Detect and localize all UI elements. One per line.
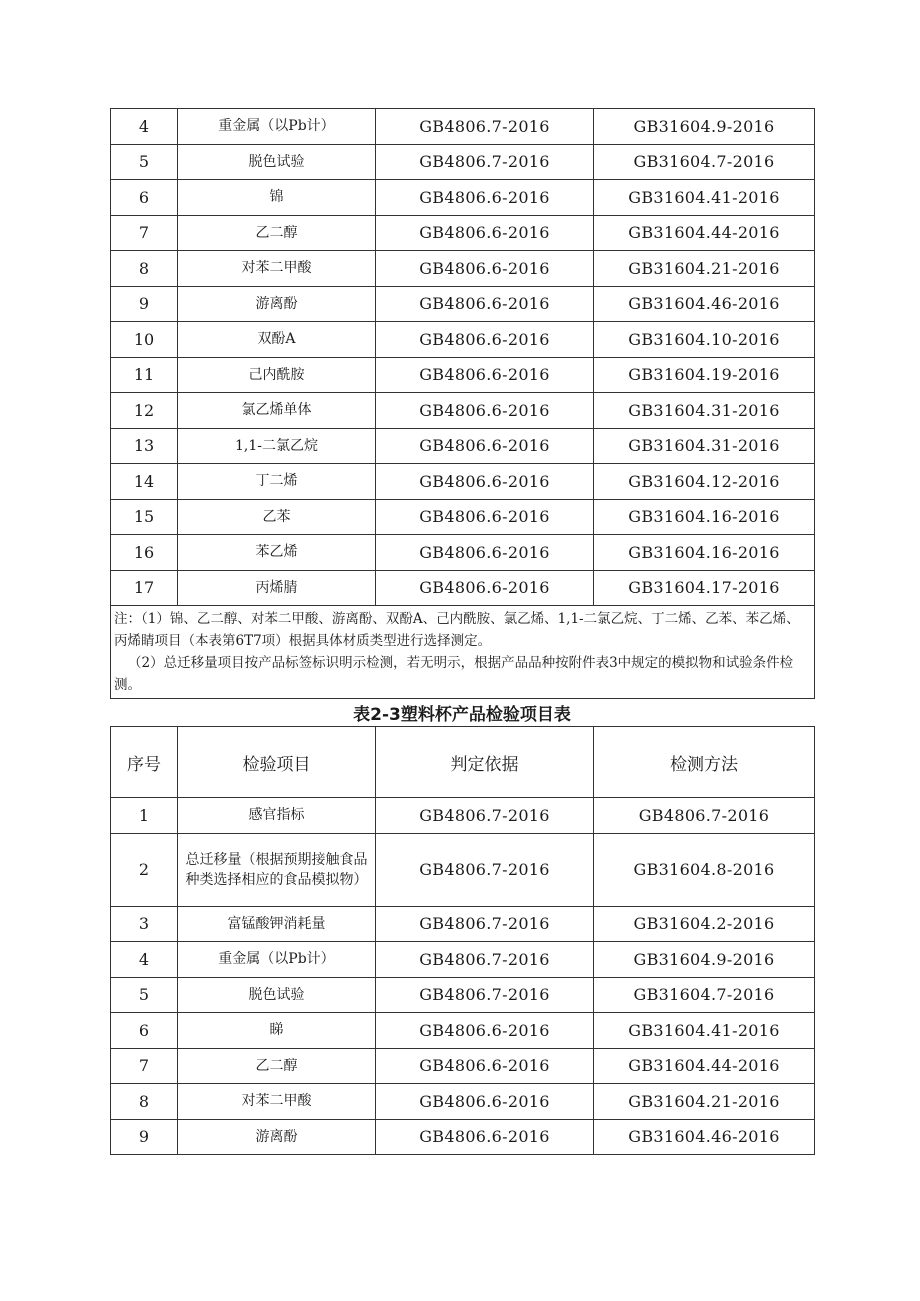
cell-no: 7 <box>111 1048 178 1084</box>
table-row <box>111 428 815 464</box>
cell-item: 乙二醇 <box>178 1048 376 1084</box>
cell-basis: GB4806.6-2016 <box>376 428 594 464</box>
cell-item: 睇 <box>178 1013 376 1049</box>
cell-no: 4 <box>111 942 178 978</box>
table-row <box>111 942 815 978</box>
cell-method: GB31604.19-2016 <box>594 357 815 393</box>
cell-basis: GB4806.6-2016 <box>376 499 594 535</box>
cell-method: GB31604.21-2016 <box>594 251 815 287</box>
cell-item: 丙烯腈 <box>178 570 376 606</box>
cell-basis: GB4806.6-2016 <box>376 322 594 358</box>
cell-no: 6 <box>111 1013 178 1049</box>
cell-method: GB31604.12-2016 <box>594 464 815 500</box>
cell-item: 对苯二甲酸 <box>178 251 376 287</box>
table-row <box>111 977 815 1013</box>
table-row <box>111 535 815 571</box>
table-row <box>111 906 815 942</box>
cell-no: 6 <box>111 180 178 216</box>
table-row <box>111 464 815 500</box>
cell-item: 苯乙烯 <box>178 535 376 571</box>
inspection-table-continued <box>110 108 815 699</box>
cell-basis: GB4806.7-2016 <box>376 906 594 942</box>
cell-method: GB31604.7-2016 <box>594 144 815 180</box>
cell-item: 感官指标 <box>178 798 376 834</box>
table-row <box>111 109 815 145</box>
header-item: 检验项目 <box>178 727 376 798</box>
cell-item: 乙二醇 <box>178 215 376 251</box>
cell-no: 5 <box>111 144 178 180</box>
cell-method: GB31604.31-2016 <box>594 393 815 429</box>
cell-item: 重金属（以Pb计） <box>178 942 376 978</box>
cell-no: 8 <box>111 251 178 287</box>
cell-no: 5 <box>111 977 178 1013</box>
table-row <box>111 1013 815 1049</box>
table-row <box>111 144 815 180</box>
table-row <box>111 1048 815 1084</box>
cell-basis: GB4806.6-2016 <box>376 215 594 251</box>
cell-item: 游离酚 <box>178 1119 376 1155</box>
cell-method: GB31604.41-2016 <box>594 180 815 216</box>
table-row <box>111 499 815 535</box>
plastic-cup-inspection-table <box>110 726 815 1155</box>
table-row <box>111 322 815 358</box>
cell-basis: GB4806.6-2016 <box>376 1084 594 1120</box>
cell-basis: GB4806.6-2016 <box>376 1119 594 1155</box>
cell-item: 总迁移量（根据预期接触食品种类选择相应的食品模拟物） <box>178 833 376 906</box>
cell-no: 16 <box>111 535 178 571</box>
header-method: 检测方法 <box>594 727 815 798</box>
table-row <box>111 798 815 834</box>
cell-method: GB31604.7-2016 <box>594 977 815 1013</box>
cell-no: 10 <box>111 322 178 358</box>
table-header-row <box>111 727 815 798</box>
cell-item: 乙苯 <box>178 499 376 535</box>
table-caption: 表2-3塑料杯产品检验项目表 <box>353 705 571 725</box>
cell-method: GB31604.44-2016 <box>594 215 815 251</box>
cell-basis: GB4806.6-2016 <box>376 357 594 393</box>
cell-basis: GB4806.6-2016 <box>376 393 594 429</box>
cell-method: GB31604.31-2016 <box>594 428 815 464</box>
cell-no: 4 <box>111 109 178 145</box>
cell-basis: GB4806.7-2016 <box>376 144 594 180</box>
cell-no: 15 <box>111 499 178 535</box>
table-row <box>111 833 815 906</box>
header-basis: 判定依据 <box>376 727 594 798</box>
cell-method: GB4806.7-2016 <box>594 798 815 834</box>
cell-item: 丁二烯 <box>178 464 376 500</box>
cell-item: 己内酰胺 <box>178 357 376 393</box>
cell-method: GB31604.8-2016 <box>594 833 815 906</box>
note-line-1: 注：（1）锦、乙二醇、对苯二甲酸、游离酚、双酚A、己内酰胺、氯乙烯、1,1-二氯乙烷、丁二烯、乙苯、苯乙烯、丙烯睛项目（本表第6T7项）根据具体材质类型进行选择测定。 <box>114 611 800 649</box>
cell-no: 8 <box>111 1084 178 1120</box>
cell-item: 氯乙烯单体 <box>178 393 376 429</box>
cell-item: 游离酚 <box>178 286 376 322</box>
table-row <box>111 357 815 393</box>
cell-basis: GB4806.7-2016 <box>376 942 594 978</box>
cell-basis: GB4806.6-2016 <box>376 1013 594 1049</box>
cell-basis: GB4806.7-2016 <box>376 977 594 1013</box>
cell-item: 重金属（以Pb计） <box>178 109 376 145</box>
cell-basis: GB4806.6-2016 <box>376 464 594 500</box>
cell-item: 脱色试验 <box>178 977 376 1013</box>
cell-no: 3 <box>111 906 178 942</box>
cell-no: 2 <box>111 833 178 906</box>
cell-no: 9 <box>111 286 178 322</box>
cell-no: 11 <box>111 357 178 393</box>
cell-basis: GB4806.6-2016 <box>376 251 594 287</box>
cell-method: GB31604.2-2016 <box>594 906 815 942</box>
cell-no: 12 <box>111 393 178 429</box>
cell-no: 7 <box>111 215 178 251</box>
cell-basis: GB4806.6-2016 <box>376 180 594 216</box>
cell-no: 1 <box>111 798 178 834</box>
table-row <box>111 180 815 216</box>
table-row <box>111 286 815 322</box>
table-row <box>111 1119 815 1155</box>
cell-basis: GB4806.6-2016 <box>376 1048 594 1084</box>
cell-method: GB31604.16-2016 <box>594 499 815 535</box>
cell-basis: GB4806.7-2016 <box>376 833 594 906</box>
header-no: 序号 <box>111 727 178 798</box>
cell-item: 1,1-二氯乙烷 <box>178 428 376 464</box>
cell-basis: GB4806.7-2016 <box>376 798 594 834</box>
cell-item: 对苯二甲酸 <box>178 1084 376 1120</box>
cell-basis: GB4806.6-2016 <box>376 286 594 322</box>
cell-item: 富锰酸钾消耗量 <box>178 906 376 942</box>
cell-method: GB31604.10-2016 <box>594 322 815 358</box>
cell-item: 双酚A <box>178 322 376 358</box>
cell-no: 14 <box>111 464 178 500</box>
table-note-row <box>111 606 815 699</box>
cell-no: 13 <box>111 428 178 464</box>
table-row <box>111 393 815 429</box>
cell-method: GB31604.9-2016 <box>594 109 815 145</box>
cell-basis: GB4806.6-2016 <box>376 570 594 606</box>
cell-method: GB31604.46-2016 <box>594 1119 815 1155</box>
cell-method: GB31604.9-2016 <box>594 942 815 978</box>
cell-method: GB31604.44-2016 <box>594 1048 815 1084</box>
cell-item: 锦 <box>178 180 376 216</box>
table-row <box>111 1084 815 1120</box>
cell-basis: GB4806.6-2016 <box>376 535 594 571</box>
cell-basis: GB4806.7-2016 <box>376 109 594 145</box>
cell-method: GB31604.46-2016 <box>594 286 815 322</box>
cell-item: 脱色试验 <box>178 144 376 180</box>
note-line-2: （2）总迁移量项目按产品标签标识明示检测，若无明示，根据产品品种按附件表3中规定的模拟物和试验条件检测。 <box>114 655 794 693</box>
table-row <box>111 251 815 287</box>
table-note <box>111 606 815 699</box>
cell-no: 9 <box>111 1119 178 1155</box>
table-row <box>111 570 815 606</box>
table-row <box>111 215 815 251</box>
cell-method: GB31604.21-2016 <box>594 1084 815 1120</box>
cell-no: 17 <box>111 570 178 606</box>
cell-method: GB31604.17-2016 <box>594 570 815 606</box>
cell-method: GB31604.41-2016 <box>594 1013 815 1049</box>
cell-method: GB31604.16-2016 <box>594 535 815 571</box>
